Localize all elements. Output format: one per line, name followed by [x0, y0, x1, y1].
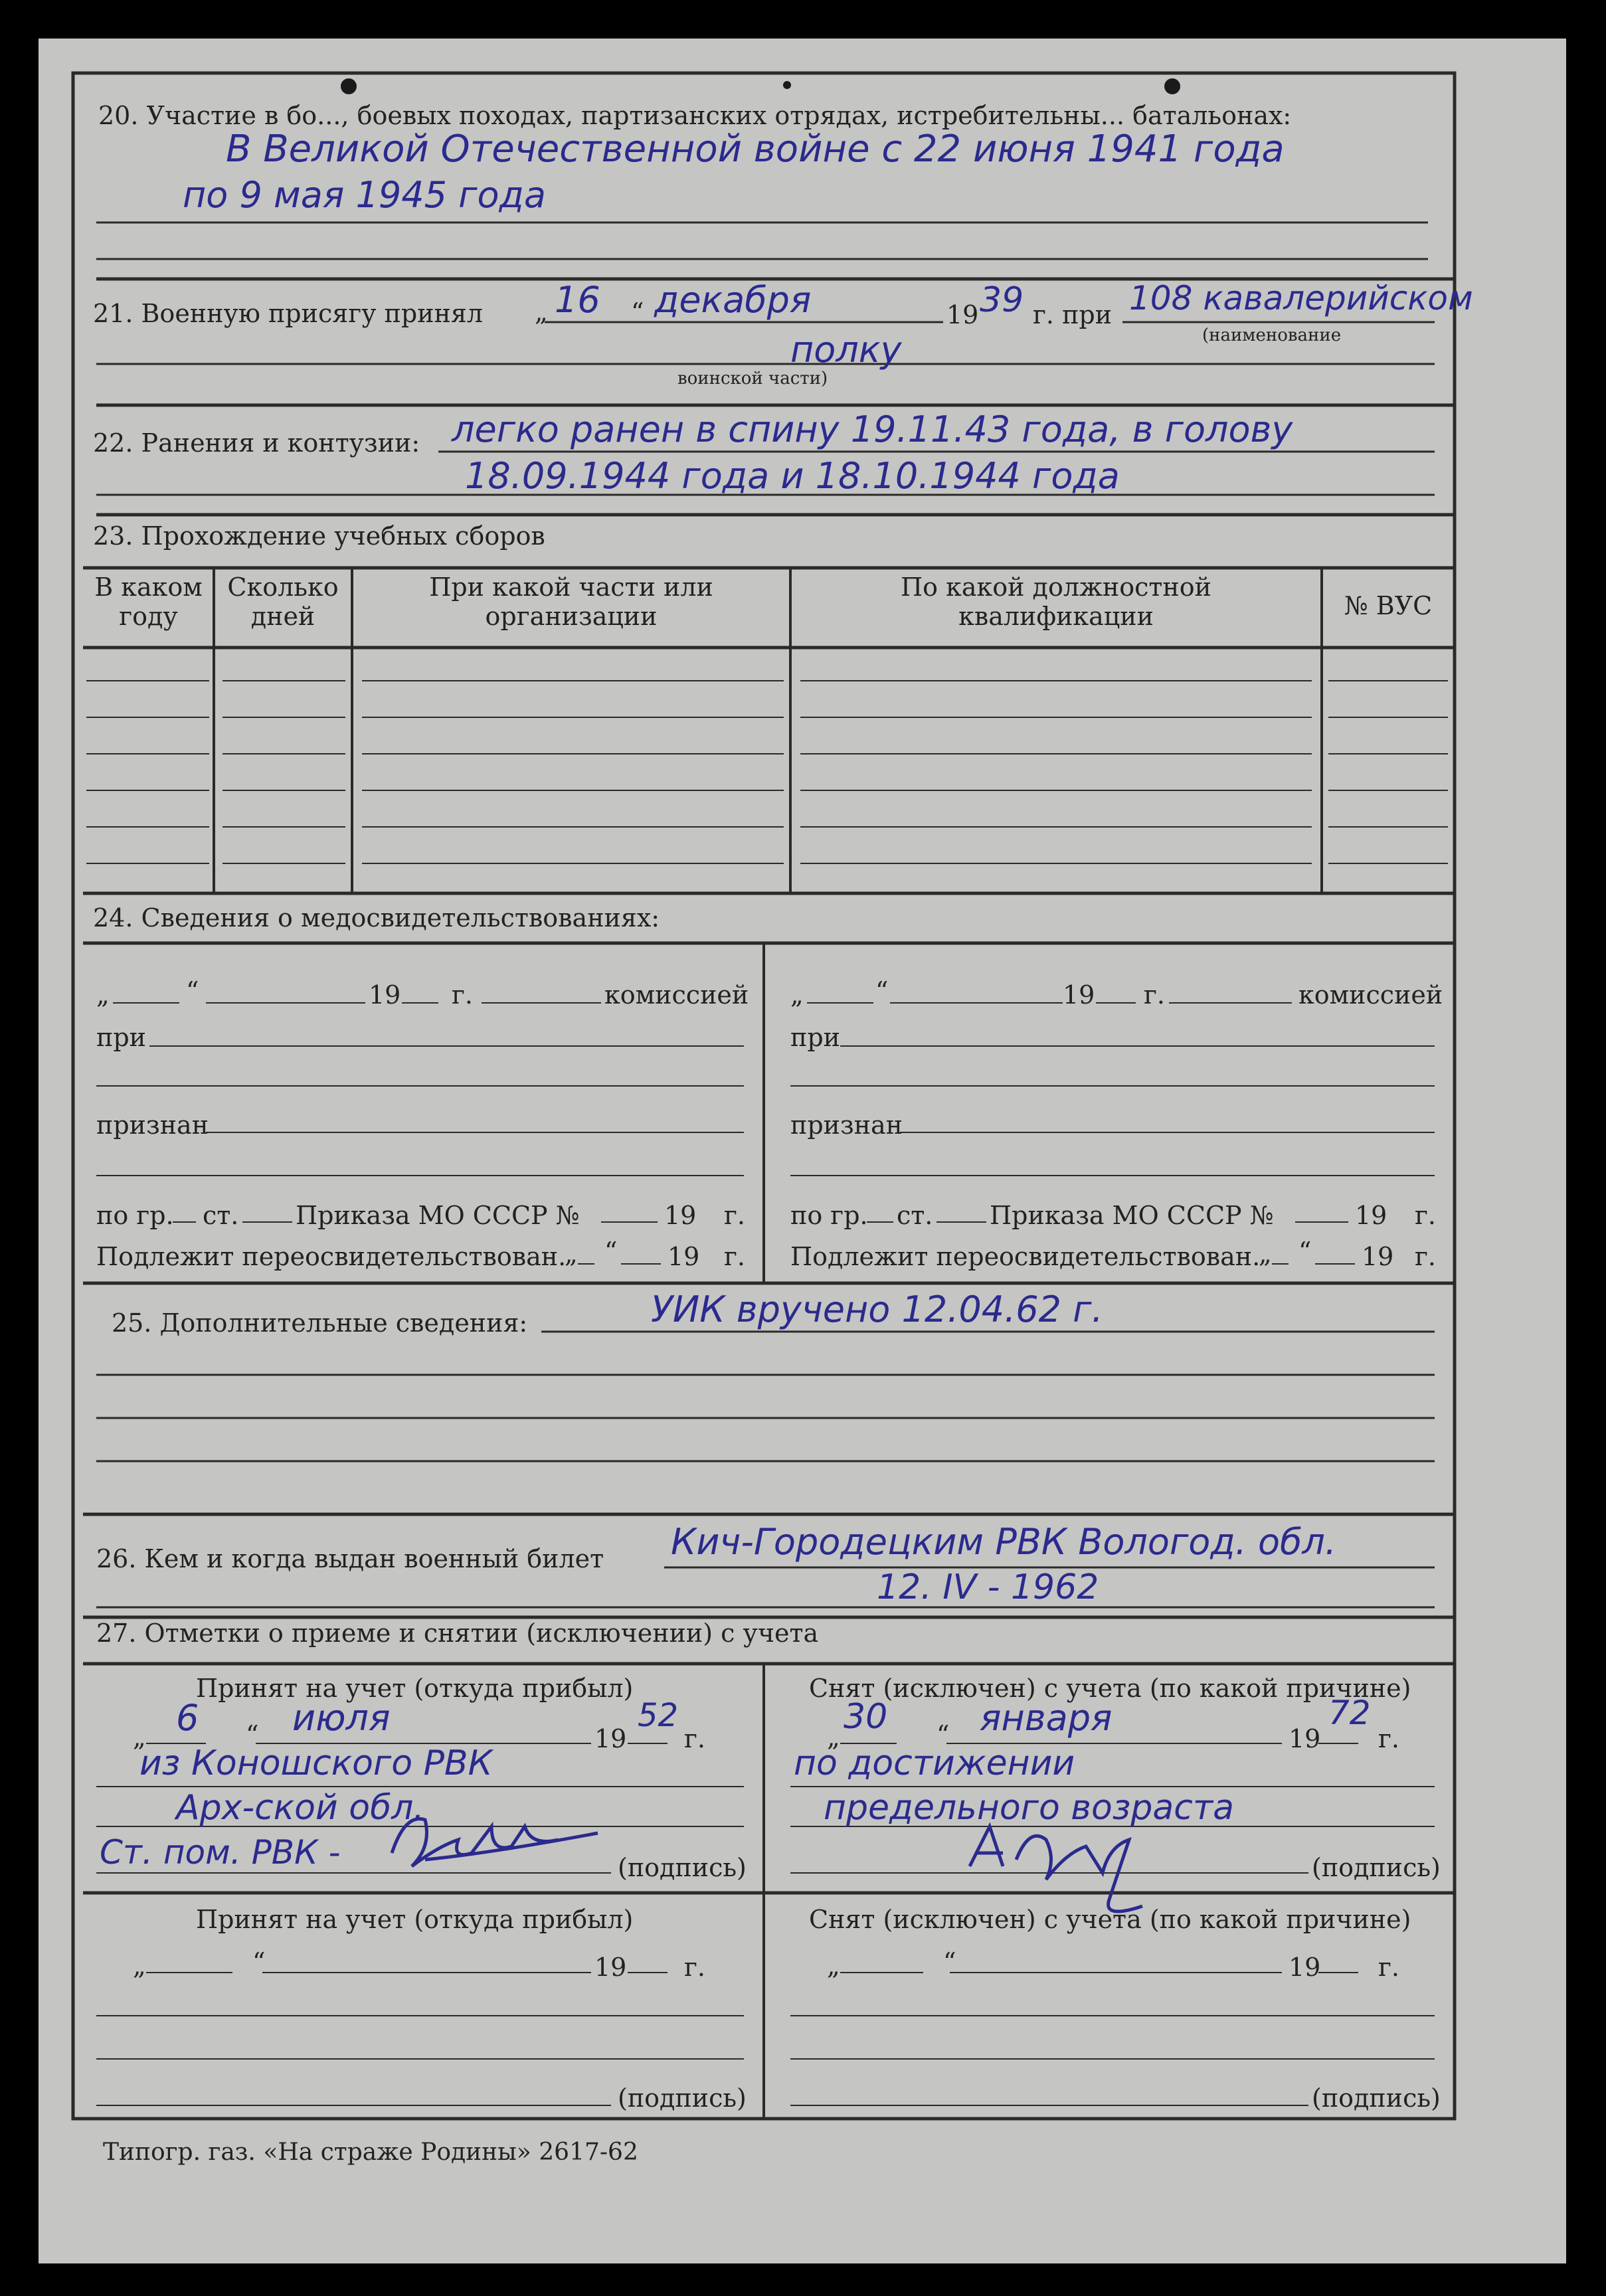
- year-suffix: г.: [724, 1201, 745, 1230]
- accepted-header: Принят на учет (откуда прибыл): [196, 1674, 634, 1703]
- signature-right: [970, 1826, 1142, 1911]
- year-suffix: г.: [1378, 1953, 1399, 1982]
- quote-open: „: [565, 1239, 578, 1269]
- oath-year: 39: [980, 280, 1024, 320]
- quote-open: „: [133, 1723, 146, 1752]
- section-26-handwriting-1: Кич-Городецким РВК Вологод. обл.: [671, 1521, 1337, 1563]
- oath-unit-1: 108 кавалерийском: [1129, 279, 1473, 317]
- section-21-label: 21. Военную присягу принял: [93, 299, 483, 328]
- century-19: 19: [668, 1242, 700, 1271]
- quote-close: “: [875, 976, 889, 1006]
- removed-reason-2: предельного возраста: [824, 1788, 1235, 1828]
- oath-month: декабря: [654, 279, 812, 321]
- year-suffix: г.: [1144, 980, 1165, 1010]
- printer-imprint: Типогр. газ. «На страже Родины» 2617-62: [103, 2139, 638, 2166]
- year-suffix: г.: [1415, 1201, 1436, 1230]
- removed-day: 30: [844, 1697, 888, 1737]
- year-suffix: г.: [1378, 1724, 1399, 1753]
- col-qualification: По какой должностной квалификации: [901, 573, 1211, 631]
- by-group-label: по гр.: [790, 1201, 868, 1230]
- quote-open: „: [133, 1951, 146, 1981]
- by-group-label: по гр.: [96, 1201, 174, 1230]
- section-25-label: 25. Дополнительные сведения:: [112, 1308, 528, 1338]
- century-19: 19: [369, 980, 401, 1010]
- re-examination-label: Подлежит переосвидетельствован.: [96, 1242, 567, 1271]
- century-19: 19: [1063, 980, 1095, 1010]
- caption-military-unit: воинской части): [677, 369, 828, 389]
- at-label: при: [96, 1023, 146, 1052]
- order-label: Приказа МО СССР №: [990, 1201, 1274, 1230]
- commission-label: комиссией: [1298, 980, 1443, 1010]
- accepted-year: 52: [638, 1697, 679, 1734]
- century-19: 19: [1362, 1242, 1394, 1271]
- century-19: 19: [594, 1724, 627, 1753]
- signature-caption: (подпись): [1312, 2083, 1441, 2113]
- removed-header-2: Снят (исключен) с учета (по какой причине): [809, 1905, 1411, 1934]
- century-19: 19: [664, 1201, 697, 1230]
- signature-caption: (подпись): [1312, 1853, 1441, 1882]
- col-days: Сколько дней: [227, 573, 339, 631]
- year-suffix: г.: [684, 1953, 705, 1982]
- century-19: 19: [946, 300, 979, 329]
- section-22-label: 22. Ранения и контузии:: [93, 428, 420, 458]
- accepted-from-2: Арх-ской обл.: [176, 1788, 424, 1828]
- section-22-handwriting-2: 18.09.1944 года и 18.10.1944 года: [465, 455, 1120, 497]
- accepted-header-2: Принят на учет (откуда прибыл): [196, 1905, 634, 1934]
- recognized-label: признан: [96, 1110, 209, 1140]
- century-19: 19: [1355, 1201, 1387, 1230]
- quote-open: „: [827, 1951, 840, 1981]
- at-label: при: [790, 1023, 840, 1052]
- section-23-label: 23. Прохождение учебных сборов: [93, 521, 545, 551]
- article-label: ст.: [203, 1201, 239, 1230]
- quote-close: “: [937, 1720, 950, 1749]
- accepted-day: 6: [176, 1697, 199, 1739]
- col-vus: № ВУС: [1344, 591, 1433, 620]
- re-examination-label: Подлежит переосвидетельствован.: [790, 1242, 1261, 1271]
- section-26-label: 26. Кем и когда выдан военный билет: [96, 1544, 604, 1573]
- year-suffix: г.: [1415, 1242, 1436, 1271]
- quote-close: “: [604, 1237, 618, 1266]
- section-27-label: 27. Отметки о приеме и снятии (исключении) с учета: [96, 1619, 819, 1648]
- century-19: 19: [594, 1953, 627, 1982]
- year-suffix: г.: [452, 980, 473, 1010]
- century-19: 19: [1289, 1724, 1321, 1753]
- year-suffix: г. при: [1033, 300, 1113, 329]
- signature-caption: (подпись): [618, 2083, 747, 2113]
- removed-month: января: [980, 1697, 1113, 1739]
- quote-close: “: [252, 1947, 266, 1977]
- quote-open: „: [535, 298, 548, 327]
- section-20-label: 20. Участие в бо..., боевых походах, партизанских отрядах, истребительны... батальонах:: [98, 101, 1292, 130]
- section-24-label: 24. Сведения о медосвидетельствованиях:: [93, 903, 660, 932]
- caption-name: (наименование: [1202, 325, 1342, 345]
- order-label: Приказа МО СССР №: [296, 1201, 580, 1230]
- accepted-from-1: из Коношского РВК: [139, 1743, 493, 1783]
- punch-hole-right: [1164, 78, 1180, 94]
- removed-header: Снят (исключен) с учета (по какой причине): [809, 1674, 1411, 1703]
- quote-close: “: [246, 1720, 259, 1749]
- article-label: ст.: [897, 1201, 933, 1230]
- section-20-handwriting-2: по 9 мая 1945 года: [183, 174, 546, 216]
- year-suffix: г.: [724, 1242, 745, 1271]
- quote-open: „: [96, 980, 110, 1010]
- century-19: 19: [1289, 1953, 1321, 1982]
- section-20-handwriting-1: В Великой Отечественной войне с 22 июня 1941 года: [226, 128, 1285, 171]
- section-26-handwriting-2: 12. IV - 1962: [877, 1567, 1099, 1607]
- removed-year: 72: [1328, 1694, 1371, 1732]
- section-25-handwriting: УИК вручено 12.04.62 г.: [651, 1288, 1103, 1330]
- quote-close: “: [186, 976, 199, 1006]
- recognized-label: признан: [790, 1110, 903, 1140]
- oath-day: 16: [555, 279, 600, 321]
- oath-unit-2: полку: [790, 329, 902, 371]
- section-22-handwriting-1: легко ранен в спину 19.11.43 года, в голову: [452, 408, 1293, 450]
- col-year: В каком году: [94, 573, 203, 631]
- year-suffix: г.: [684, 1724, 705, 1753]
- accepted-month: июля: [292, 1697, 391, 1739]
- quote-close: “: [943, 1947, 956, 1977]
- commission-label: комиссией: [604, 980, 749, 1010]
- removed-reason-1: по достижении: [794, 1743, 1075, 1783]
- punch-hole-left: [341, 78, 357, 94]
- quote-open: „: [1259, 1239, 1272, 1269]
- signature-caption: (подпись): [618, 1853, 747, 1882]
- quote-close: “: [631, 298, 644, 327]
- col-unit: При какой части или организации: [429, 573, 713, 631]
- quote-open: „: [790, 980, 804, 1010]
- quote-open: „: [827, 1723, 840, 1752]
- quote-close: “: [1298, 1237, 1312, 1266]
- accepted-from-3: Ст. пом. РВК -: [100, 1833, 341, 1872]
